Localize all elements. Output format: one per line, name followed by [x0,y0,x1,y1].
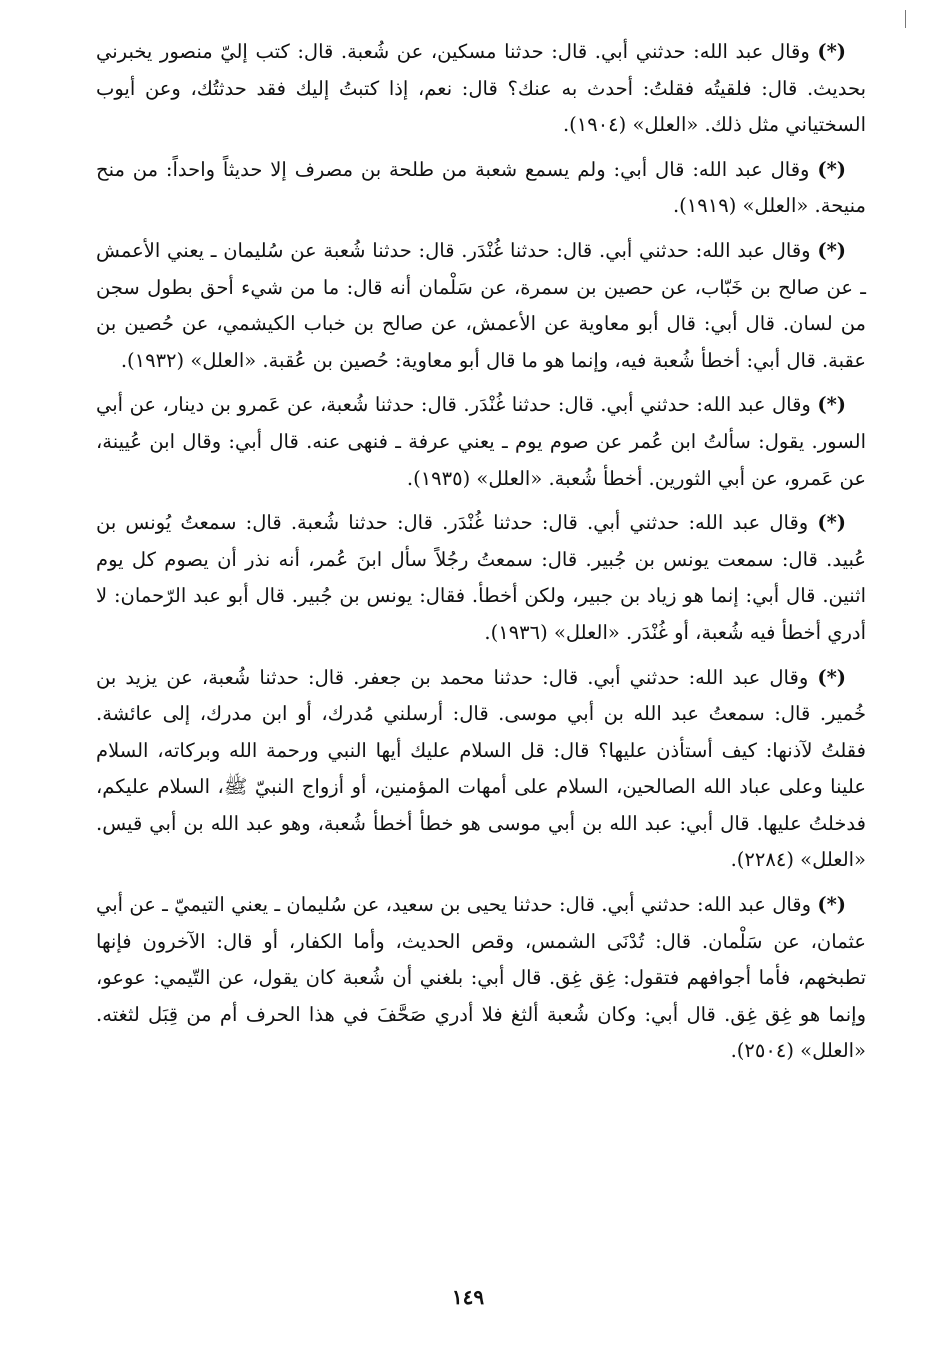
paragraph-text: وقال عبد الله: قال أبي: ولم يسمع شعبة من طلحة بن مصرف إلا حديثاً واحداً: من منح منيحة. «العلل» (١٩١٩). [96,157,866,218]
page-number: ١٤٩ [451,1285,485,1309]
paragraph-text: وقال عبد الله: حدثني أبي. قال: حدثنا غُنْدَر. قال: حدثنا شُعبة. قال: سمعتُ يُونس بن عُبيد. قال: سمعت يونس بن جُبير. قال: سمعتُ رجُلاً سأل ابنَ عُمر، أنه نذر أن يصوم كل يوم اثنين. قال أبي: إنما هو زياد بن جبير، ولكن أخطأ. فقال: يونس بن جُبير. قال أبو عبد الرّحمان: لا أدري أخطأ فيه شُعبة، أو غُنْدَر. «العلل» (١٩٣٦). [96,511,866,644]
entry-marker: (*) [817,665,847,689]
entry-marker: (*) [817,40,846,63]
paragraph [96,34,866,144]
entry-marker: (*) [817,238,846,262]
margin-mark [905,10,906,28]
paragraph [96,887,866,1070]
paragraph-text: وقال عبد الله: حدثني أبي. قال: حدثنا محمد بن جعفر. قال: حدثنا شُعبة، عن يزيد بن خُمير. قال: سمعتُ عبد الله بن أبي موسى. قال: أرسلني مُدرك، أو ابن مدرك، إلى عائشة. فقلتُ لآذنها: كيف أستأذن عليها؟ قال: قل السلام عليك أيها النبي ورحمة الله وبركاته، السلام علينا وعلى عباد الله الصالحين، السلام على أمهات المؤمنين، أو أزواج النبيّ ﷺ، السلام عليكم، فدخلتُ عليها. قال أبي: عبد الله بن أبي موسى هو خطأ أخطأ شُعبة، وهو عبد الله بن أبي قيس. «العلل» (٢٢٨٤). [96,665,866,872]
paragraph [96,505,866,651]
page-body [96,34,866,1078]
paragraph [96,660,866,880]
paragraph [96,233,866,379]
paragraph-text: وقال عبد الله: حدثني أبي. قال: حدثنا يحيى بن سعيد، عن سُليمان ـ يعني التيميّ ـ عن أبي عثمان، عن سَلْمان. قال: تُدْنَى الشمس، وقص الحديث، وأما الكفار، أو قال: الآخرون فإنها تطبخهم، فأما أجوافهم فتقول: غِق غِق. قال أبي: بلغني أن شُعبة كان يقول، عن التّيمي: عوعو، وإنما هو غِق غِق. قال أبي: وكان شُعبة ألثغ فلا أدري صَحَّفَ في هذا الحرف أم من قِبَل لثغته. «العلل» (٢٥٠٤). [96,893,866,1063]
entry-marker: (*) [817,157,846,181]
entry-marker: (*) [817,393,847,417]
entry-marker: (*) [817,511,847,535]
paragraph-text: وقال عبد الله: حدثني أبي. قال: حدثنا مسكين، عن شُعبة. قال: كتب إليّ منصور يخبرني بحديث. قال: فلقيتُه فقلتُ: أحدث به عنك؟ قال: نعم، إذا كتبتُ إليك فقد حدثتُك، وعن أيوب السختياني مثل ذلك. «العلل» (١٩٠٤). [96,40,866,137]
paragraph-text: وقال عبد الله: حدثني أبي. قال: حدثنا غُنْدَر. قال: حدثنا شُعبة، عن عَمرو بن دينار، عن أبي السور. يقول: سألتُ ابن عُمر عن صوم يوم ـ يعني عرفة ـ فنهى عنه. قال أبي: وقال ابن عُيينة، عن عَمرو، عن أبي الثورين. أخطأ شُعبة. «العلل» (١٩٣٥). [96,393,866,490]
entry-marker: (*) [817,893,846,917]
paragraph [96,152,866,225]
paragraph-text: وقال عبد الله: حدثني أبي. قال: حدثنا غُنْدَر. قال: حدثنا شُعبة عن سُليمان ـ يعني الأعمش ـ عن صالح بن خَبّاب، عن حصين بن سمرة، عن سَلْمان أنه قال: ما من شيء أحق بطول سجن من لسان. قال أبي: قال أبو معاوية عن الأعمش، عن صالح بن خباب الكيشمي، عن حُصين بن عقبة. قال أبي: أخطأ شُعبة فيه، وإنما هو ما قال أبو معاوية: حُصين بن عُقبة. «العلل» (١٩٣٢). [96,238,866,372]
paragraph [96,387,866,497]
